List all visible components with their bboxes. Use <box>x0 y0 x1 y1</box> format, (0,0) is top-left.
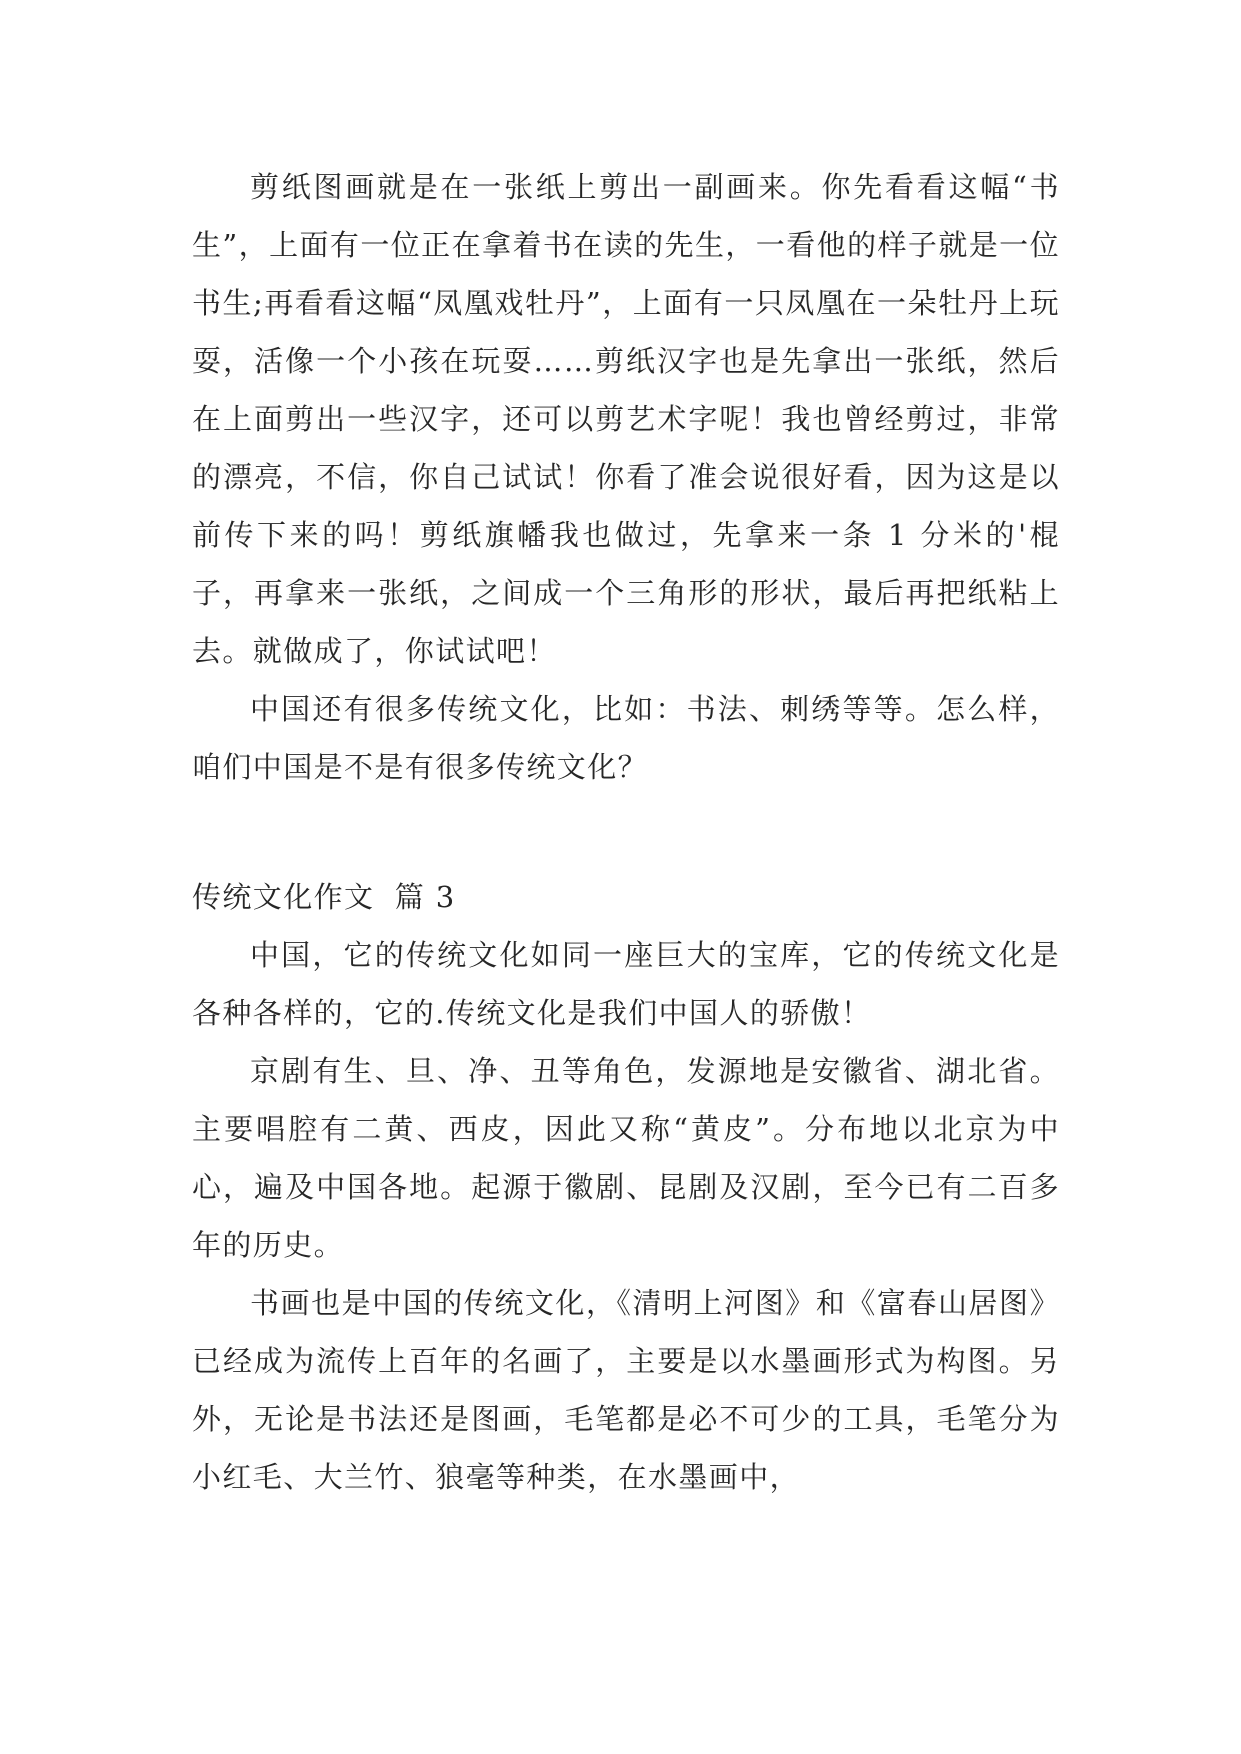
document-page <box>192 158 1060 1506</box>
paragraph-calligraphy-painting: 书画也是中国的传统文化，《清明上河图》和《富春山居图》已经成为流传上百年的名画了，主要是以水墨画形式为构图。另外，无论是书法还是图画，毛笔都是必不可少的工具，毛笔分为小红毛、大兰竹、狼毫等种类，在水墨画中， <box>192 1286 1060 1494</box>
paragraph-treasury: 中国，它的传统文化如同一座巨大的宝库，它的传统文化是各种各样的，它的.传统文化是我们中国人的骄傲！ <box>192 938 1060 1030</box>
paragraph-papercut: 剪纸图画就是在一张纸上剪出一副画来。你先看看这幅“书生”，上面有一位正在拿着书在读的先生，一看他的样子就是一位书生;再看看这幅“凤凰戏牡丹”，上面有一只凤凰在一朵牡丹上玩耍，活像一个小孩在玩耍……剪纸汉字也是先拿出一张纸，然后在上面剪出一些汉字，还可以剪艺术字呢！我也曾经剪过，非常的漂亮，不信，你自己试试！你看了准会说很好看，因为这是以前传下来的吗！剪纸旗幡我也做过，先拿来一条 1 分米的'棍子，再拿来一张纸，之间成一个三角形的形状，最后再把纸粘上去。就做成了，你试试吧！ <box>192 170 1060 668</box>
paragraph-traditions-summary: 中国还有很多传统文化，比如：书法、刺绣等等。怎么样，咱们中国是不是有很多传统文化？ <box>192 692 1060 784</box>
section-heading <box>192 868 1060 926</box>
section-heading-number: 篇 3 <box>394 880 456 914</box>
paragraph-peking-opera: 京剧有生、旦、净、丑等角色，发源地是安徽省、湖北省。主要唱腔有二黄、西皮，因此又称“黄皮”。分布地以北京为中心，遍及中国各地。起源于徽剧、昆剧及汉剧，至今已有二百多年的历史。 <box>192 1054 1060 1262</box>
section-heading-title: 传统文化作文 <box>192 880 375 914</box>
